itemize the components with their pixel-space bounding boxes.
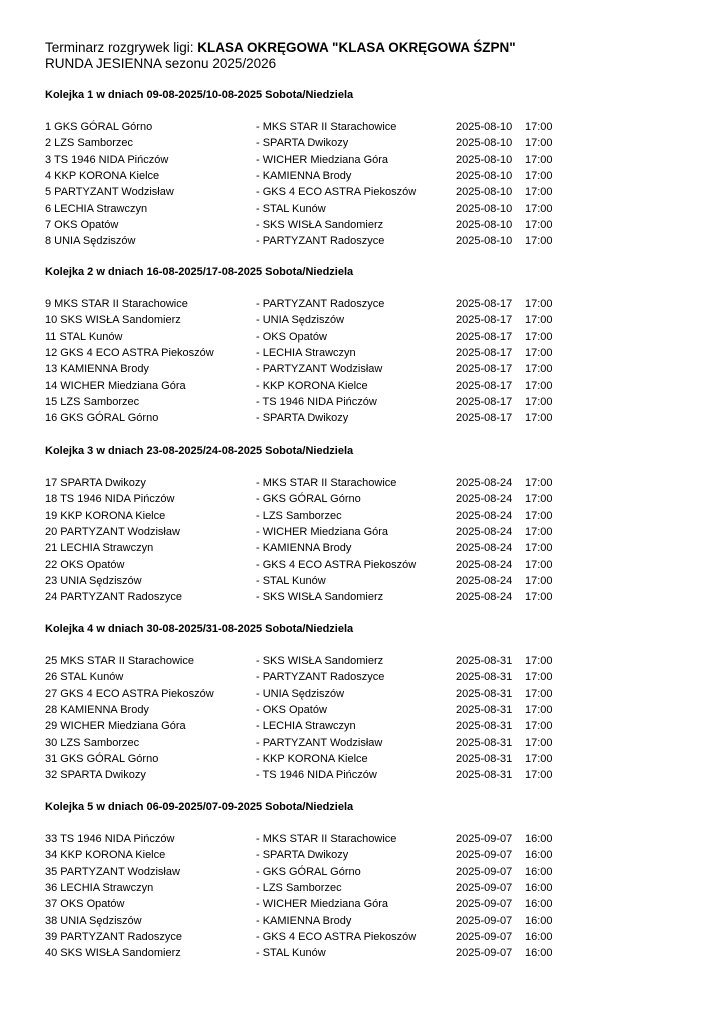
home-team: 39 PARTYZANT Radoszyce	[45, 930, 182, 943]
home-team: 20 PARTYZANT Wodzisław	[45, 525, 180, 538]
match-date: 2025-08-10	[456, 121, 513, 133]
match-row	[0, 589, 724, 605]
match-row	[0, 847, 724, 863]
match-row	[0, 296, 724, 312]
match-time: 16:00	[525, 833, 553, 845]
match-time: 16:00	[525, 849, 553, 862]
page-subtitle: RUNDA JESIENNA sezonu 2025/2026	[45, 56, 277, 71]
match-row	[0, 508, 724, 524]
match-row	[0, 475, 724, 491]
match-time: 17:00	[525, 752, 553, 765]
match-row	[0, 201, 724, 217]
match-time: 17:00	[525, 525, 553, 538]
match-row	[0, 913, 724, 929]
match-time: 17:00	[525, 346, 553, 359]
home-team: 16 GKS GÓRAL Górno	[45, 412, 159, 425]
away-team: - LECHIA Strawczyn	[256, 720, 356, 733]
home-team: 3 TS 1946 NIDA Pińczów	[45, 153, 169, 166]
match-time: 17:00	[525, 655, 553, 667]
home-team: 40 SKS WISŁA Sandomierz	[45, 947, 181, 960]
match-row	[0, 686, 724, 702]
match-row	[0, 184, 724, 200]
match-date: 2025-08-10	[456, 169, 513, 182]
away-team: - GKS GÓRAL Górno	[256, 493, 361, 506]
match-date: 2025-08-24	[456, 525, 513, 538]
match-time: 17:00	[525, 153, 553, 166]
match-time: 17:00	[525, 574, 553, 587]
away-team: - UNIA Sędziszów	[256, 687, 345, 700]
home-team: 38 UNIA Sędziszów	[45, 914, 142, 927]
match-date: 2025-08-10	[456, 186, 513, 199]
match-time: 16:00	[525, 898, 553, 911]
home-team: 30 LZS Samborzec	[45, 736, 140, 749]
match-time: 17:00	[525, 186, 553, 199]
match-row	[0, 119, 724, 135]
match-time: 17:00	[525, 169, 553, 182]
match-row	[0, 233, 724, 249]
match-time: 16:00	[525, 947, 553, 960]
match-row	[0, 751, 724, 767]
match-date: 2025-08-10	[456, 235, 513, 248]
match-time: 17:00	[525, 218, 553, 231]
match-time: 16:00	[525, 865, 553, 878]
home-team: 26 STAL Kunów	[45, 671, 124, 684]
away-team: - KKP KORONA Kielce	[256, 752, 368, 765]
away-team: - GKS 4 ECO ASTRA Piekoszów	[256, 930, 417, 943]
home-team: 22 OKS Opatów	[45, 558, 125, 571]
match-time: 17:00	[525, 591, 553, 604]
away-team: - PARTYZANT Radoszyce	[256, 671, 385, 684]
home-team: 15 LZS Samborzec	[45, 395, 140, 408]
home-team: 9 MKS STAR II Starachowice	[45, 298, 188, 310]
away-team: - LZS Samborzec	[256, 881, 342, 894]
match-row	[0, 410, 724, 426]
home-team: 14 WICHER Miedziana Góra	[45, 379, 186, 392]
away-team: - PARTYZANT Radoszyce	[256, 235, 385, 248]
home-team: 28 KAMIENNA Brody	[45, 703, 149, 716]
match-date: 2025-09-07	[456, 914, 513, 927]
match-time: 17:00	[525, 703, 553, 716]
match-time: 17:00	[525, 542, 553, 555]
away-team: - KAMIENNA Brody	[256, 914, 352, 927]
match-time: 17:00	[525, 202, 553, 215]
match-date: 2025-08-17	[456, 395, 513, 408]
away-team: - SPARTA Dwikozy	[256, 137, 349, 150]
home-team: 18 TS 1946 NIDA Pińczów	[45, 493, 175, 506]
title-prefix: Terminarz rozgrywek ligi:	[45, 40, 198, 55]
home-team: 19 KKP KORONA Kielce	[45, 509, 166, 522]
round-heading: Kolejka 5 w dniach 06-09-2025/07-09-2025 Sobota/Niedziela	[45, 801, 354, 813]
match-date: 2025-09-07	[456, 930, 513, 943]
match-time: 16:00	[525, 881, 553, 894]
match-date: 2025-09-07	[456, 833, 513, 845]
away-team: - KAMIENNA Brody	[256, 542, 352, 555]
match-date: 2025-08-24	[456, 558, 513, 571]
match-date: 2025-08-24	[456, 542, 513, 555]
home-team: 36 LECHIA Strawczyn	[45, 881, 154, 894]
match-date: 2025-08-17	[456, 379, 513, 392]
home-team: 23 UNIA Sędziszów	[45, 574, 142, 587]
away-team: - WICHER Miedziana Góra	[256, 153, 389, 166]
home-team: 33 TS 1946 NIDA Pińczów	[45, 833, 175, 845]
match-time: 17:00	[525, 769, 553, 782]
away-team: - SKS WISŁA Sandomierz	[256, 218, 384, 231]
match-row	[0, 217, 724, 233]
match-date: 2025-08-24	[456, 493, 513, 506]
match-date: 2025-08-10	[456, 202, 513, 215]
home-team: 4 KKP KORONA Kielce	[45, 169, 160, 182]
match-time: 17:00	[525, 298, 553, 310]
match-row	[0, 702, 724, 718]
away-team: - TS 1946 NIDA Pińczów	[256, 395, 377, 408]
home-team: 24 PARTYZANT Radoszyce	[45, 591, 182, 604]
match-row	[0, 394, 724, 410]
match-time: 17:00	[525, 121, 553, 133]
home-team: 10 SKS WISŁA Sandomierz	[45, 314, 181, 327]
match-row	[0, 135, 724, 151]
home-team: 5 PARTYZANT Wodzisław	[45, 186, 174, 199]
match-row	[0, 669, 724, 685]
page-title	[45, 40, 516, 56]
match-date: 2025-08-24	[456, 591, 513, 604]
match-date: 2025-09-07	[456, 849, 513, 862]
away-team: - GKS GÓRAL Górno	[256, 865, 361, 878]
match-time: 17:00	[525, 671, 553, 684]
home-team: 27 GKS 4 ECO ASTRA Piekoszów	[45, 687, 214, 700]
away-team: - STAL Kunów	[256, 574, 326, 587]
match-row	[0, 718, 724, 734]
home-team: 11 STAL Kunów	[45, 330, 123, 343]
match-row	[0, 557, 724, 573]
away-team: - STAL Kunów	[256, 947, 326, 960]
match-date: 2025-08-31	[456, 769, 513, 782]
round-heading: Kolejka 3 w dniach 23-08-2025/24-08-2025 Sobota/Niedziela	[45, 445, 354, 457]
match-time: 17:00	[525, 412, 553, 425]
away-team: - WICHER Miedziana Góra	[256, 525, 389, 538]
match-time: 17:00	[525, 235, 553, 248]
match-time: 17:00	[525, 379, 553, 392]
match-date: 2025-09-07	[456, 865, 513, 878]
match-time: 16:00	[525, 930, 553, 943]
away-team: - SKS WISŁA Sandomierz	[256, 655, 384, 667]
match-time: 17:00	[525, 395, 553, 408]
away-team: - SPARTA Dwikozy	[256, 849, 349, 862]
match-row	[0, 864, 724, 880]
away-team: - OKS Opatów	[256, 330, 327, 343]
match-date: 2025-08-31	[456, 752, 513, 765]
away-team: - MKS STAR II Starachowice	[256, 477, 397, 489]
away-team: - LECHIA Strawczyn	[256, 346, 356, 359]
match-time: 17:00	[525, 720, 553, 733]
match-time: 17:00	[525, 330, 553, 343]
match-date: 2025-08-17	[456, 412, 513, 425]
match-date: 2025-08-10	[456, 218, 513, 231]
match-date: 2025-08-10	[456, 153, 513, 166]
round-heading: Kolejka 4 w dniach 30-08-2025/31-08-2025 Sobota/Niedziela	[45, 623, 354, 635]
away-team: - SKS WISŁA Sandomierz	[256, 591, 384, 604]
match-date: 2025-08-17	[456, 314, 513, 327]
match-time: 17:00	[525, 558, 553, 571]
match-date: 2025-09-07	[456, 881, 513, 894]
match-row	[0, 361, 724, 377]
match-row	[0, 735, 724, 751]
away-team: - GKS 4 ECO ASTRA Piekoszów	[256, 558, 417, 571]
away-team: - TS 1946 NIDA Pińczów	[256, 769, 377, 782]
match-date: 2025-09-07	[456, 898, 513, 911]
match-row	[0, 896, 724, 912]
match-row	[0, 168, 724, 184]
match-time: 17:00	[525, 363, 553, 376]
match-date: 2025-08-17	[456, 298, 513, 310]
match-date: 2025-08-31	[456, 703, 513, 716]
round-heading: Kolejka 2 w dniach 16-08-2025/17-08-2025 Sobota/Niedziela	[45, 266, 354, 278]
match-row	[0, 573, 724, 589]
match-row	[0, 653, 724, 669]
match-date: 2025-08-10	[456, 137, 513, 150]
home-team: 6 LECHIA Strawczyn	[45, 202, 148, 215]
home-team: 7 OKS Opatów	[45, 218, 119, 231]
match-row	[0, 524, 724, 540]
match-row	[0, 929, 724, 945]
home-team: 32 SPARTA Dwikozy	[45, 769, 146, 782]
match-date: 2025-08-24	[456, 477, 513, 489]
away-team: - PARTYZANT Radoszyce	[256, 298, 385, 310]
home-team: 13 KAMIENNA Brody	[45, 363, 149, 376]
home-team: 17 SPARTA Dwikozy	[45, 477, 146, 489]
match-row	[0, 831, 724, 847]
away-team: - STAL Kunów	[256, 202, 326, 215]
away-team: - MKS STAR II Starachowice	[256, 833, 397, 845]
home-team: 29 WICHER Miedziana Góra	[45, 720, 186, 733]
away-team: - KKP KORONA Kielce	[256, 379, 368, 392]
match-time: 17:00	[525, 137, 553, 150]
match-row	[0, 540, 724, 556]
match-date: 2025-08-17	[456, 346, 513, 359]
match-row	[0, 945, 724, 961]
away-team: - SPARTA Dwikozy	[256, 412, 349, 425]
away-team: - KAMIENNA Brody	[256, 169, 352, 182]
match-row	[0, 152, 724, 168]
match-date: 2025-08-31	[456, 671, 513, 684]
away-team: - LZS Samborzec	[256, 509, 342, 522]
away-team: - WICHER Miedziana Góra	[256, 898, 389, 911]
match-time: 17:00	[525, 477, 553, 489]
home-team: 21 LECHIA Strawczyn	[45, 542, 154, 555]
home-team: 25 MKS STAR II Starachowice	[45, 655, 194, 667]
match-row	[0, 378, 724, 394]
match-date: 2025-08-17	[456, 330, 513, 343]
round-heading: Kolejka 1 w dniach 09-08-2025/10-08-2025 Sobota/Niedziela	[45, 89, 354, 101]
match-time: 17:00	[525, 509, 553, 522]
league-name: KLASA OKRĘGOWA "KLASA OKRĘGOWA ŚZPN"	[197, 40, 516, 55]
match-row	[0, 329, 724, 345]
home-team: 37 OKS Opatów	[45, 898, 125, 911]
away-team: - UNIA Sędziszów	[256, 314, 345, 327]
match-row	[0, 880, 724, 896]
match-date: 2025-08-24	[456, 509, 513, 522]
match-row	[0, 345, 724, 361]
match-time: 17:00	[525, 736, 553, 749]
match-row	[0, 312, 724, 328]
match-date: 2025-08-31	[456, 720, 513, 733]
match-date: 2025-08-31	[456, 655, 513, 667]
away-team: - PARTYZANT Wodzisław	[256, 363, 383, 376]
home-team: 12 GKS 4 ECO ASTRA Piekoszów	[45, 346, 214, 359]
match-row	[0, 767, 724, 783]
match-date: 2025-08-31	[456, 736, 513, 749]
match-row	[0, 491, 724, 507]
match-date: 2025-08-17	[456, 363, 513, 376]
away-team: - OKS Opatów	[256, 703, 327, 716]
home-team: 8 UNIA Sędziszów	[45, 235, 136, 248]
home-team: 1 GKS GÓRAL Górno	[45, 121, 153, 133]
home-team: 34 KKP KORONA Kielce	[45, 849, 166, 862]
home-team: 35 PARTYZANT Wodzisław	[45, 865, 180, 878]
away-team: - PARTYZANT Wodzisław	[256, 736, 383, 749]
match-date: 2025-08-31	[456, 687, 513, 700]
match-time: 17:00	[525, 314, 553, 327]
home-team: 2 LZS Samborzec	[45, 137, 134, 150]
match-time: 17:00	[525, 687, 553, 700]
match-date: 2025-08-24	[456, 574, 513, 587]
away-team: - GKS 4 ECO ASTRA Piekoszów	[256, 186, 417, 199]
home-team: 31 GKS GÓRAL Górno	[45, 752, 159, 765]
away-team: - MKS STAR II Starachowice	[256, 121, 397, 133]
match-time: 17:00	[525, 493, 553, 506]
match-time: 16:00	[525, 914, 553, 927]
match-date: 2025-09-07	[456, 947, 513, 960]
